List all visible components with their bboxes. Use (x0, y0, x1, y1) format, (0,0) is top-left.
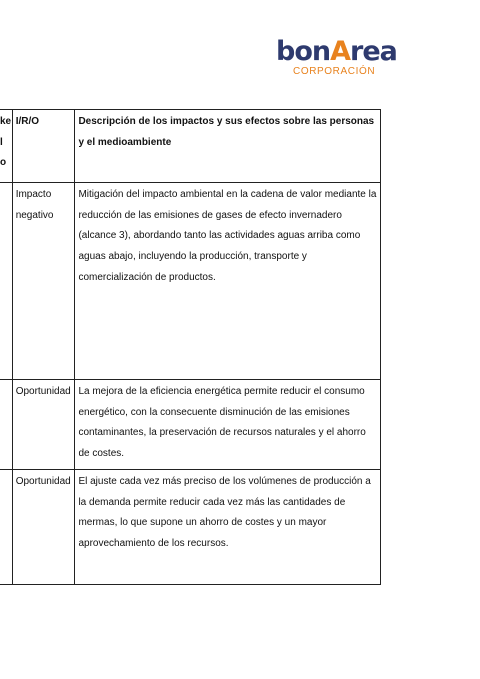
table-row (0, 183, 381, 380)
row-description: El ajuste cada vez más preciso de los volúmenes de producción a la demanda permite reducir cada vez más las cantidades de mermas, lo que supone un ahorro de costes y un mayor aprovechamiento de los recursos. (75, 470, 381, 585)
row-iro: Oportunidad (12, 380, 75, 470)
row-description: La mejora de la eficiencia energética permite reducir el consumo energético, con la consecuente disminución de las emisiones contaminantes, la preservación de recursos naturales y el ahorro de costes. (75, 380, 381, 470)
logo-wordmark (276, 38, 397, 66)
row-iro: Impacto negativo (12, 183, 75, 380)
logo-text-rea: rea (350, 36, 397, 67)
row-cut-cell (0, 183, 12, 380)
table-row (0, 380, 381, 470)
header-cut-column: ke l o (0, 110, 12, 183)
table-header-row (0, 110, 381, 183)
row-cut-cell (0, 380, 12, 470)
logo-text-bon: bon (276, 36, 331, 67)
logo-a-mark: A (330, 36, 351, 67)
row-description: Mitigación del impacto ambiental en la cadena de valor mediante la reducción de las emisiones de gases de efecto invernadero (alcance 3), abordando tanto las actividades aguas arriba como aguas abajo, incluyendo la producción, transporte y comercialización de productos. (75, 183, 381, 380)
header-description: Descripción de los impactos y sus efectos sobre las personas y el medioambiente (75, 110, 381, 183)
logo-subtitle: CORPORACIÓN (293, 66, 376, 77)
bonarea-logo (276, 36, 397, 82)
row-cut-cell (0, 470, 12, 585)
header-iro: I/R/O (12, 110, 75, 183)
table-row (0, 470, 381, 585)
row-iro: Oportunidad (12, 470, 75, 585)
impacts-table (0, 109, 381, 585)
